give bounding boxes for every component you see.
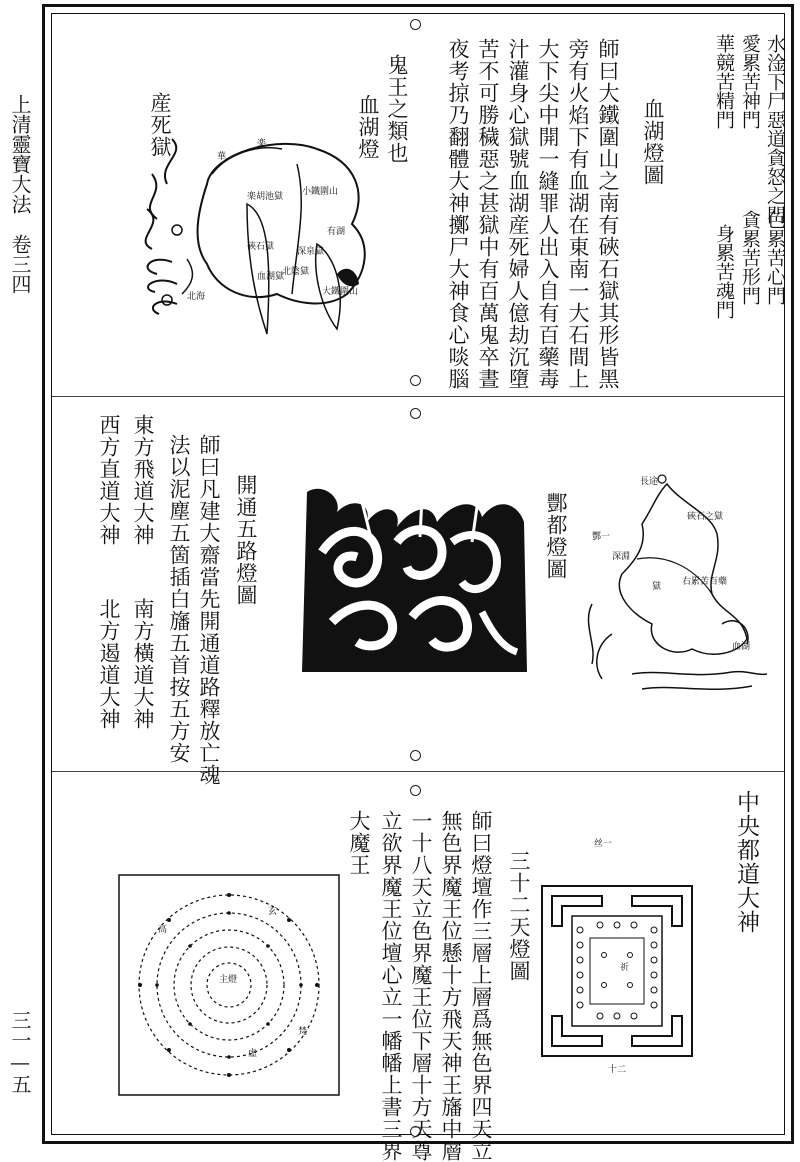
body-line: 鬼王之類也: [385, 54, 409, 164]
square-top-label: 丝一: [594, 839, 613, 849]
binding-hole: [410, 785, 421, 796]
circle-label: 梵: [298, 1027, 308, 1037]
circle-label: 玄: [268, 907, 278, 917]
margin-title: 上清靈寶大法 卷三四: [8, 94, 32, 294]
page-inner-border: [51, 13, 786, 1162]
gate-label-1: 水淦下尸惡道貪怒之門: [764, 34, 786, 224]
map-label: 楽: [257, 139, 267, 149]
map-label: 深淵: [612, 552, 631, 562]
map-label: 楽胡池獄: [247, 192, 284, 202]
caption: 血湖燈: [356, 94, 380, 160]
map-label: 獄: [652, 582, 662, 592]
map-label: 華: [217, 152, 227, 162]
map-caption: 産死獄: [148, 92, 172, 158]
map-label: 長途: [640, 477, 659, 487]
map-label: 小鐵圍山: [302, 187, 339, 197]
central-god-caption: 中央都道大神: [733, 790, 759, 934]
fengdu-title: 酆都燈圖: [544, 492, 568, 580]
margin-page-number: 三一—五: [8, 1010, 32, 1094]
section-title: 開通五路燈圖: [234, 474, 258, 606]
gate-label-3: 華競苦精門: [713, 34, 735, 129]
map-label: 右累苦百藥: [682, 577, 728, 587]
central-altar-diagram: [540, 830, 696, 1078]
binding-hole: [410, 375, 421, 386]
altar-center-mark: 祈: [620, 963, 630, 973]
fengdu-map: [572, 464, 772, 704]
god-name-north: 北方遏道大神: [97, 598, 121, 730]
body-line: 汁灌身心獄號血湖産死婦人億劫沉墮: [506, 38, 530, 390]
map-label: 大鐵圍山: [322, 287, 359, 297]
body-line: 師曰燈壇作三層上層爲無色界四天立: [469, 810, 493, 1162]
panel-divider-1: [52, 396, 784, 397]
circle-label: 虛: [248, 1049, 258, 1059]
body-line: 法以泥塵五箇插白旛五首按五方安: [167, 434, 191, 764]
five-road-lamp-diagram: [302, 482, 530, 674]
square-bottom-label: 十二: [608, 1065, 627, 1075]
body-line: 師曰凡建大齋當先開通道路釋放亡魂: [197, 434, 221, 786]
god-name-west: 西方直道大神: [97, 414, 121, 546]
section-title: 三十二天燈圖: [507, 850, 531, 982]
section-title: 血湖燈圖: [641, 98, 665, 186]
map-label: 硤石獄: [247, 242, 275, 252]
body-line: 一十八天立色界魔王位下層十方天尊: [409, 810, 433, 1162]
page-frame: [42, 4, 794, 1162]
gate-label-2: 愛累苦神門: [739, 34, 761, 129]
body-line: 大下尖中開一縫罪人出入自有百藥毒: [536, 38, 560, 390]
body-line: 苦不可勝穢惡之甚獄中有百萬鬼卒晝: [476, 38, 500, 390]
map-label: 酆一: [592, 532, 611, 542]
body-line: 夜考掠乃翻體大神擲尸大神食心啖腦: [446, 38, 470, 390]
map-label: 深泉獄: [297, 247, 325, 257]
circle-center-label: 主燈: [219, 975, 238, 985]
body-line: 旁有火焰下有血湖在東南一大石間上: [566, 38, 590, 390]
panel-divider-2: [52, 771, 784, 772]
blood-lake-map: [97, 124, 377, 354]
circle-label: 高: [158, 925, 168, 935]
map-label: 北海: [187, 292, 206, 302]
binding-hole: [410, 19, 421, 30]
map-label: 血湖獄: [257, 272, 285, 282]
body-line: 無色界魔王位懸十方飛天神王旛中層: [439, 810, 463, 1162]
god-name-south: 南方橫道大神: [131, 598, 155, 730]
map-label: 北陰獄: [282, 267, 310, 277]
god-name-east: 東方飛道大神: [131, 414, 155, 546]
map-label: 硤石之獄: [687, 512, 724, 522]
gate-label-6: 身累苦魂門: [713, 224, 735, 319]
gate-label-4: 色累苦心門: [764, 210, 786, 305]
body-line: 師曰大鐵圍山之南有硤石獄其形皆黑: [596, 38, 620, 390]
binding-hole: [410, 408, 421, 419]
map-label: 有湖: [327, 227, 346, 237]
gate-label-5: 貪累苦形門: [739, 210, 761, 305]
map-label: 血湖: [732, 642, 751, 652]
body-line: 立欲界魔王位壇心立一幡幡上書三界: [379, 810, 403, 1162]
thirty-two-heavens-diagram: [118, 874, 340, 1096]
body-line: 大魔王: [347, 810, 371, 876]
binding-hole: [410, 750, 421, 761]
